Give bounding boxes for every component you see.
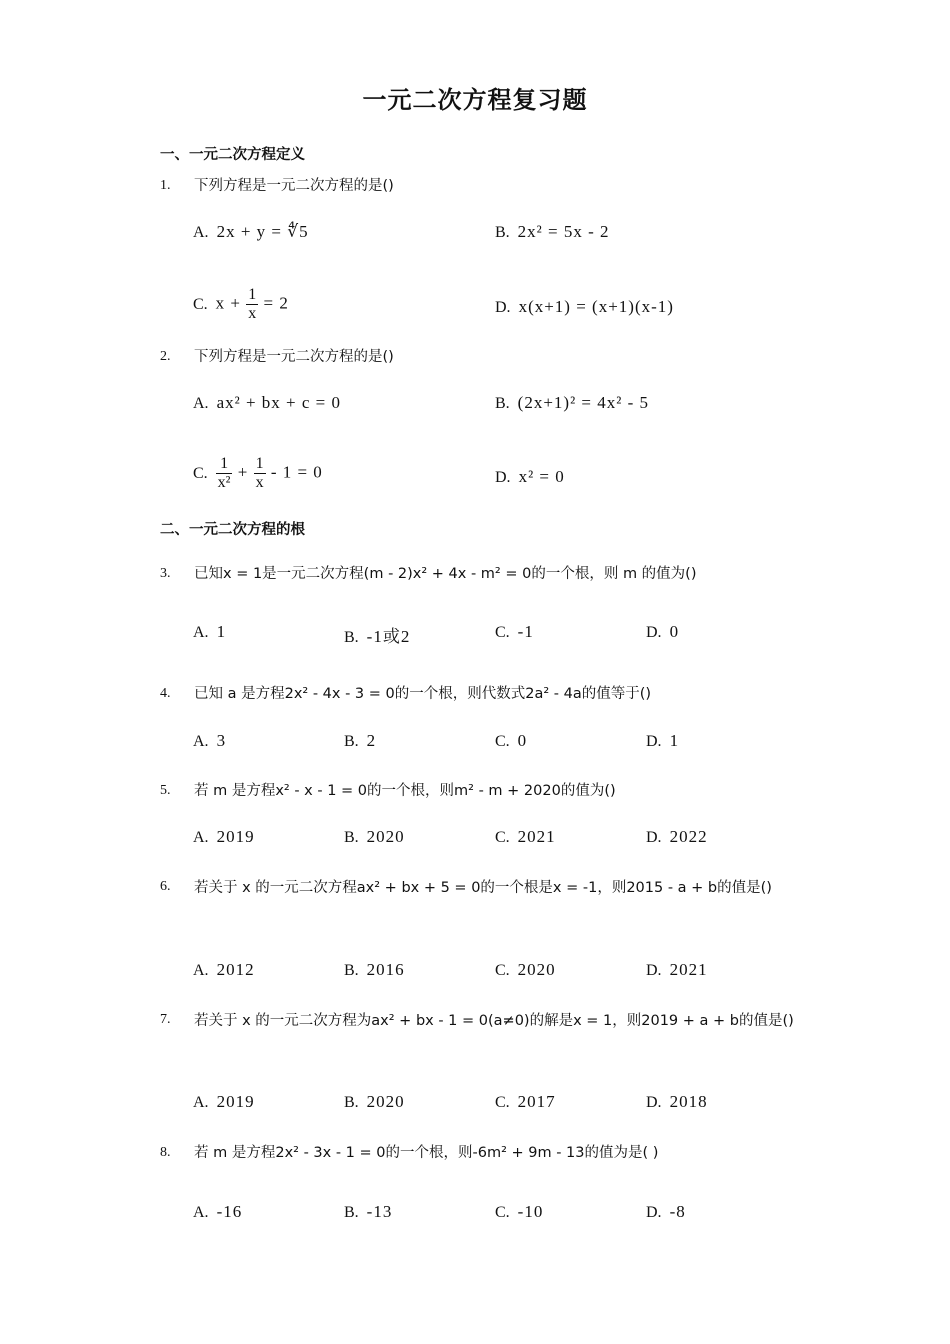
option-c	[193, 455, 323, 492]
fraction-numerator: 1	[216, 455, 233, 474]
option-value: 2020	[366, 1092, 405, 1111]
question-number: 6.	[160, 879, 171, 894]
fraction	[246, 286, 258, 323]
option-value: 2020	[517, 960, 556, 979]
option-value: -1	[517, 622, 534, 641]
option-label: D.	[646, 962, 662, 979]
option-c	[495, 731, 527, 751]
question-number: 7.	[160, 1012, 171, 1027]
option-label: B.	[344, 962, 359, 979]
option-b	[344, 731, 376, 751]
question-number: 3.	[160, 566, 171, 581]
option-d	[646, 731, 679, 751]
option-label: A.	[193, 624, 209, 641]
option-expression-mid: +	[232, 462, 254, 482]
option-label: B.	[344, 629, 359, 646]
option-a	[193, 827, 255, 847]
option-c	[495, 827, 556, 847]
option-expression: 2x² = 5x - 2	[517, 222, 610, 241]
option-value: -10	[517, 1202, 544, 1221]
option-b	[344, 827, 405, 847]
question-number: 8.	[160, 1145, 171, 1160]
option-value: 2021	[517, 827, 556, 846]
option-a	[193, 731, 226, 751]
option-c	[495, 622, 534, 642]
fraction-denominator: x	[255, 474, 264, 491]
option-a	[193, 222, 309, 242]
option-label: D.	[646, 1204, 662, 1221]
option-value: 2019	[216, 827, 255, 846]
option-label: D.	[495, 299, 511, 316]
option-label: A.	[193, 224, 209, 241]
option-value: 1	[216, 622, 227, 641]
option-value: 2022	[669, 827, 708, 846]
option-label: B.	[495, 395, 510, 412]
option-value: 0	[669, 622, 680, 641]
option-value: 2017	[517, 1092, 556, 1111]
option-value: 1	[669, 731, 680, 750]
option-label: A.	[193, 829, 209, 846]
option-value: 2	[366, 731, 377, 750]
option-label: D.	[646, 733, 662, 750]
option-b	[344, 1092, 405, 1112]
option-a	[193, 393, 341, 413]
option-d	[646, 1092, 708, 1112]
option-expression: ax² + bx + c = 0	[216, 393, 342, 412]
option-b	[344, 622, 410, 647]
option-label: B.	[344, 1204, 359, 1221]
option-expression: x(x+1) = (x+1)(x-1)	[518, 297, 674, 316]
option-label: C.	[495, 962, 510, 979]
option-value: 2019	[216, 1092, 255, 1111]
option-b	[344, 960, 405, 980]
option-label: A.	[193, 395, 209, 412]
option-value: 2021	[669, 960, 708, 979]
question-number: 4.	[160, 686, 171, 701]
option-label: B.	[344, 829, 359, 846]
question-text: 若关于 x 的一元二次方程为ax² + bx - 1 = 0(a≠0)的解是x = 1，则2019 + a + b的值是()	[194, 1013, 794, 1029]
question-text: 已知 a 是方程2x² - 4x - 3 = 0的一个根，则代数式2a² - 4a的值等于()	[194, 686, 652, 702]
option-value: 0	[517, 731, 528, 750]
option-c	[495, 1092, 556, 1112]
option-label: C.	[193, 464, 208, 482]
option-value: 2020	[366, 827, 405, 846]
question-text: 若 m 是方程2x² - 3x - 1 = 0的一个根，则-6m² + 9m - 13的值为是( )	[194, 1145, 659, 1161]
option-value: -16	[216, 1202, 243, 1221]
option-value: 2012	[216, 960, 255, 979]
option-label: D.	[646, 829, 662, 846]
section-heading-definition: 一、一元二次方程定义	[160, 147, 305, 163]
option-label: C.	[495, 733, 510, 750]
fraction-numerator: 1	[255, 455, 264, 472]
option-expression-post: - 1 = 0	[265, 462, 323, 482]
question-number: 1.	[160, 178, 171, 193]
fraction	[254, 455, 266, 492]
option-d	[646, 960, 708, 980]
option-b	[344, 1202, 392, 1222]
option-value: 2016	[366, 960, 405, 979]
option-label: B.	[344, 733, 359, 750]
fraction-denominator: x	[248, 305, 257, 322]
fraction-numerator: 1	[248, 286, 257, 303]
option-value: -13	[366, 1202, 393, 1221]
option-b	[495, 393, 649, 413]
option-label: C.	[495, 1094, 510, 1111]
option-c	[495, 960, 556, 980]
option-label: D.	[646, 624, 662, 641]
option-value: -8	[669, 1202, 686, 1221]
option-a	[193, 960, 255, 980]
fraction	[216, 455, 233, 492]
question-text: 若 m 是方程x² - x - 1 = 0的一个根，则m² - m + 2020的值为()	[194, 783, 616, 799]
option-a	[193, 622, 226, 642]
question-text: 下列方程是一元二次方程的是()	[194, 178, 394, 194]
option-label: C.	[495, 829, 510, 846]
option-b	[495, 222, 610, 242]
option-expression-pre: x +	[215, 293, 247, 313]
option-label: A.	[193, 1094, 209, 1111]
option-d	[495, 297, 674, 317]
option-expression-post: = 2	[258, 293, 289, 313]
option-expression: 2x + y = ∜5	[216, 222, 309, 241]
option-a	[193, 1092, 255, 1112]
option-expression: (2x+1)² = 4x² - 5	[517, 393, 650, 412]
fraction-denominator: x²	[217, 474, 231, 491]
option-label: A.	[193, 962, 209, 979]
option-label: C.	[193, 295, 208, 313]
option-label: C.	[495, 624, 510, 641]
option-a	[193, 1202, 242, 1222]
question-text: 下列方程是一元二次方程的是()	[194, 349, 394, 365]
option-label: B.	[495, 224, 510, 241]
question-text: 若关于 x 的一元二次方程ax² + bx + 5 = 0的一个根是x = -1，则2015 - a + b的值是()	[194, 880, 772, 896]
option-d	[495, 467, 565, 487]
section-heading-roots: 二、一元二次方程的根	[160, 522, 305, 538]
option-label: A.	[193, 733, 209, 750]
option-label: C.	[495, 1204, 510, 1221]
option-c	[495, 1202, 543, 1222]
option-label: D.	[646, 1094, 662, 1111]
question-number: 2.	[160, 349, 171, 364]
option-value: 2018	[669, 1092, 708, 1111]
option-d	[646, 1202, 686, 1222]
option-d	[646, 622, 679, 642]
option-c	[193, 286, 289, 323]
question-text: 已知x = 1是一元二次方程(m - 2)x² + 4x - m² = 0的一个根，则 m 的值为()	[194, 566, 697, 582]
option-d	[646, 827, 708, 847]
question-number: 5.	[160, 783, 171, 798]
option-label: B.	[344, 1094, 359, 1111]
page-title: 一元二次方程复习题	[362, 86, 588, 114]
option-value: 3	[216, 731, 227, 750]
option-label: A.	[193, 1204, 209, 1221]
option-value: -1或2	[366, 627, 411, 646]
option-expression: x² = 0	[518, 467, 565, 486]
option-label: D.	[495, 469, 511, 486]
